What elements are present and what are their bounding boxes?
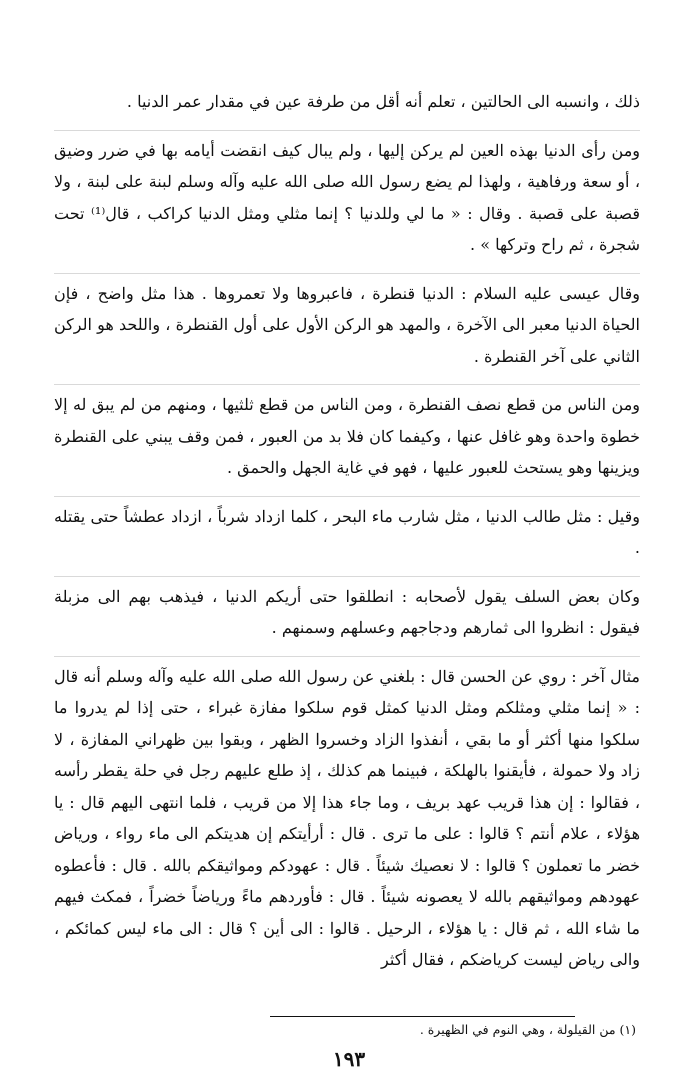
body-text: [54, 86, 640, 976]
paragraph-5: وقيل : مثل طالب الدنيا ، مثل شارب ماء البحر ، كلما ازداد شرباً ، ازداد عطشاً حتى يقتله .: [54, 496, 640, 564]
paragraph-6: وكان بعض السلف يقول لأصحابه : انطلقوا حتى أريكم الدنيا ، فيذهب بهم الى مزبلة فيقول : انظروا الى ثمارهم ودجاجهم وعسلهم وسمنهم .: [54, 576, 640, 644]
page-number: ١٩٣: [332, 1047, 366, 1071]
paragraph-1: ذلك ، وانسبه الى الحالتين ، تعلم أنه أقل من طرفة عين في مقدار عمر الدنيا .: [126, 92, 640, 111]
paragraph-2: ومن رأى الدنيا بهذه العين لم يركن إليها ، ولم يبال كيف انقضت أيامه بها في ضرر وضيق ، أو سعة ورفاهية ، ولهذا لم يضع رسول الله صلى الله عليه وآله وسلم لبنة على لبنة ، ولا قصبة على قصبة . وقال : « ما لي وللدنيا ؟ إنما مثلي ومثل الدنيا كراكب ، قال⁽¹⁾ تحت شجرة ، ثم راح وتركها » .: [54, 130, 640, 261]
paragraph-3: وقال عيسى عليه السلام : الدنيا قنطرة ، فاعبروها ولا تعمروها . هذا مثل واضح ، فإن الحياة الدنيا معبر الى الآخرة ، والمهد هو الركن الأول على أول القنطرة ، واللحد هو الركن الثاني على آخر القنطرة .: [54, 273, 640, 373]
footnote: (١) من القيلولة ، وهي النوم في الظهيرة .: [419, 1022, 636, 1037]
paragraph-7: مثال آخر : روي عن الحسن قال : بلغني عن رسول الله صلى الله عليه وآله وسلم أنه قال : « إنما مثلي ومثلكم ومثل الدنيا كمثل قوم سلكوا مفازة غبراء ، حتى إذا لم يدروا ما سلكوا منها أكثر أو ما بقي ، أنفذوا الزاد وخسروا الظهر ، وبقوا بين ظهراني المفازة ، لا زاد ولا حمولة ، فأيقنوا بالهلكة ، فبينما هم كذلك ، إذ طلع عليهم رجل في حلة يقطر رأسه ، فقالوا : إن هذا قريب عهد بريف ، وما جاء هذا إلا من قريب ، فلما انتهى اليهم قال : يا هؤلاء ، علام أنتم ؟ قالوا : على ما ترى . قال : أرأيتكم إن هديتكم الى ماء رواء ، ورياض خضر ما تعملون ؟ قالوا : لا نعصيك شيئاً . قال : عهودكم ومواثيقكم بالله . قال : فأعطوه عهودهم ومواثيقهم بالله لا يعصونه شيئاً . قال : فأوردهم ماءً ورياضاً خضراً ، فمكث فيهم ما شاء الله ، ثم قال : يا هؤلاء ، الرحيل . قالوا : الى أين ؟ قال : الى ماء ليس كمائكم ، والى رياض ليست كرياضكم ، فقال أكثر: [54, 656, 640, 976]
footnote-divider: [270, 1016, 575, 1017]
paragraph-4: ومن الناس من قطع نصف القنطرة ، ومن الناس من قطع ثلثيها ، ومنهم من لم يبق له إلا خطوة واحدة وهو غافل عنها ، وكيفما كان فلا بد من العبور ، فمن وقف يبني على القنطرة ويزينها وهو يستحث للعبور عليها ، فهو في غاية الجهل والحمق .: [54, 384, 640, 484]
